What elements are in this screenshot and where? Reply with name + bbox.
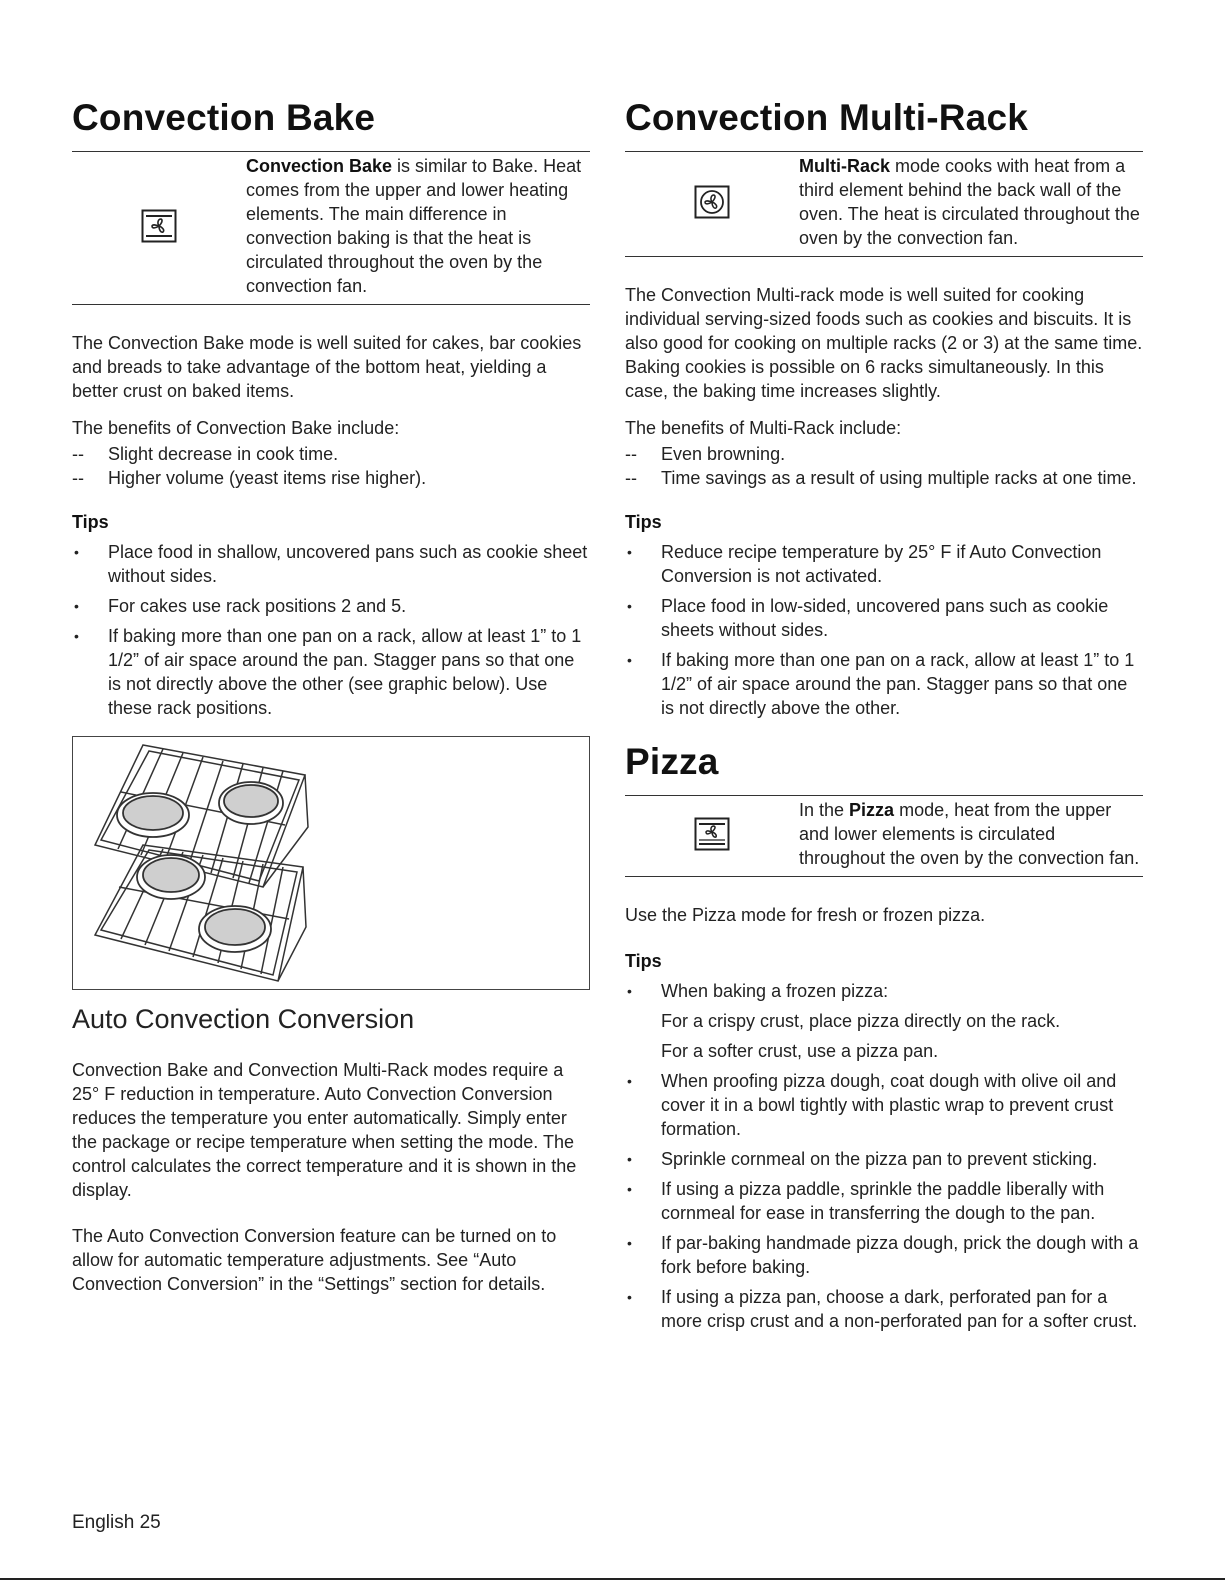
pizza-paragraph: Use the Pizza mode for fresh or frozen pizza. (625, 905, 986, 925)
list-item (625, 979, 1143, 1063)
staggered-pans-on-racks-illustration (73, 737, 589, 989)
multi-rack-intro-body: mode cooks with heat from a third element behind the back wall of the oven. The heat is circulated throughout the oven by the convection fan. (799, 156, 1140, 248)
pizza-intro-pre: In the (799, 800, 850, 820)
pizza-tip-frozen-sub-1: For a crispy crust, place pizza directly on the rack. (661, 1011, 1061, 1031)
right-column (625, 96, 1143, 1333)
convection-bake-intro-text (246, 154, 590, 298)
list-item: • If baking more than one pan on a rack, allow at least 1” to 1 1/2” of air space around the pan. Stagger pans so that one is not directly above the other (see graphic below). Use these rack positions. (72, 624, 590, 720)
pizza-tips-heading: Tips (625, 951, 662, 971)
list-item: -- Higher volume (yeast items rise higher). (72, 466, 590, 490)
multi-rack-fan-icon (694, 185, 730, 219)
bottom-rule (0, 1578, 1225, 1580)
convection-bake-tips-heading: Tips (72, 512, 109, 532)
list-item: • When proofing pizza dough, coat dough with olive oil and cover it in a bowl tightly with plastic wrap to prevent crust formation. (625, 1069, 1143, 1141)
list-item: • If par-baking handmade pizza dough, prick the dough with a fork before baking. (625, 1231, 1143, 1279)
multi-rack-tips-list (625, 540, 1143, 720)
multi-rack-icon-cell (625, 154, 799, 250)
rack-figure (72, 736, 590, 990)
pizza-tip-frozen-sub-2: For a softer crust, use a pizza pan. (661, 1041, 939, 1061)
list-item: • For cakes use rack positions 2 and 5. (72, 594, 590, 618)
convection-bake-icon (141, 209, 177, 243)
convection-bake-benefits-list (72, 442, 590, 490)
multi-rack-intro-text (799, 154, 1143, 250)
list-item: • Reduce recipe temperature by 25° F if Auto Convection Conversion is not activated. (625, 540, 1143, 588)
list-item: -- Even browning. (625, 442, 1143, 466)
page-footer: English 25 (72, 1512, 161, 1533)
pizza-intro-body: mode, heat from the upper and lower elements is circulated throughout the oven by the convection fan. (799, 800, 1140, 868)
convection-bake-icon-cell (72, 154, 246, 298)
convection-bake-intro-box (72, 151, 590, 305)
list-item: • If using a pizza paddle, sprinkle the paddle liberally with cornmeal for ease in transferring the dough to the pan. (625, 1177, 1143, 1225)
list-item: • Place food in low-sided, uncovered pans such as cookie sheets without sides. (625, 594, 1143, 642)
pizza-mode-icon (694, 817, 730, 851)
list-item: -- Time savings as a result of using multiple racks at one time. (625, 466, 1143, 490)
pizza-intro-box (625, 795, 1143, 877)
list-item: • Sprinkle cornmeal on the pizza pan to prevent sticking. (625, 1147, 1143, 1171)
multi-rack-paragraph: The Convection Multi-rack mode is well suited for cooking individual serving-sized foods such as cookies and biscuits. It is also good for cooking on multiple racks (2 or 3) at the same time. Baking cookies is possible on 6 racks simultaneously. In this case, the baking time increases slightly. (625, 285, 1143, 401)
pizza-intro-term: Pizza (849, 800, 895, 820)
pizza-tip-frozen: When baking a frozen pizza: (661, 981, 889, 1001)
convection-bake-tips-list (72, 540, 590, 720)
multi-rack-tips-heading: Tips (625, 512, 662, 532)
convection-bake-paragraph: The Convection Bake mode is well suited for cakes, bar cookies and breads to take advantage of the bottom heat, yielding a better crust on baked items. (72, 333, 582, 401)
multi-rack-intro-box (625, 151, 1143, 257)
list-item: -- Slight decrease in cook time. (72, 442, 590, 466)
auto-convection-paragraph-1: Convection Bake and Convection Multi-Rack modes require a 25° F reduction in temperature. Auto Convection Conversion reduces the temperature you enter automatically. Simply enter the package or recipe temperature when setting the mode. The control calculates the correct temperature and it is shown in the display. (72, 1060, 577, 1200)
auto-convection-heading: Auto Convection Conversion (72, 1004, 415, 1034)
multi-rack-intro-term: Multi-Rack (799, 156, 891, 176)
convection-bake-title: Convection Bake (72, 97, 376, 138)
list-item: • If using a pizza pan, choose a dark, perforated pan for a more crisp crust and a non-perforated pan for a softer crust. (625, 1285, 1143, 1333)
list-item: • Place food in shallow, uncovered pans such as cookie sheet without sides. (72, 540, 590, 588)
pizza-icon-cell (625, 798, 799, 870)
left-column (72, 96, 590, 1296)
auto-convection-paragraph-2: The Auto Convection Conversion feature can be turned on to allow for automatic temperature adjustments. See “Auto Convection Conversion” in the “Settings” section for details. (72, 1226, 557, 1294)
pizza-tips-list (625, 979, 1143, 1333)
pizza-intro-text (799, 798, 1143, 870)
multi-rack-benefits-intro: The benefits of Multi-Rack include: (625, 418, 902, 438)
multi-rack-benefits-list (625, 442, 1143, 490)
list-item: • If baking more than one pan on a rack, allow at least 1” to 1 1/2” of air space around the pan. Stagger pans so that one is not directly above the other. (625, 648, 1143, 720)
convection-bake-benefits-intro: The benefits of Convection Bake include: (72, 418, 400, 438)
pizza-title: Pizza (625, 741, 719, 782)
convection-multi-rack-title: Convection Multi-Rack (625, 97, 1029, 138)
convection-bake-intro-term: Convection Bake (246, 156, 393, 176)
convection-bake-intro-body: is similar to Bake. Heat comes from the upper and lower heating elements. The main difference in convection baking is that the heat is circulated throughout the oven by the convection fan. (246, 156, 582, 296)
